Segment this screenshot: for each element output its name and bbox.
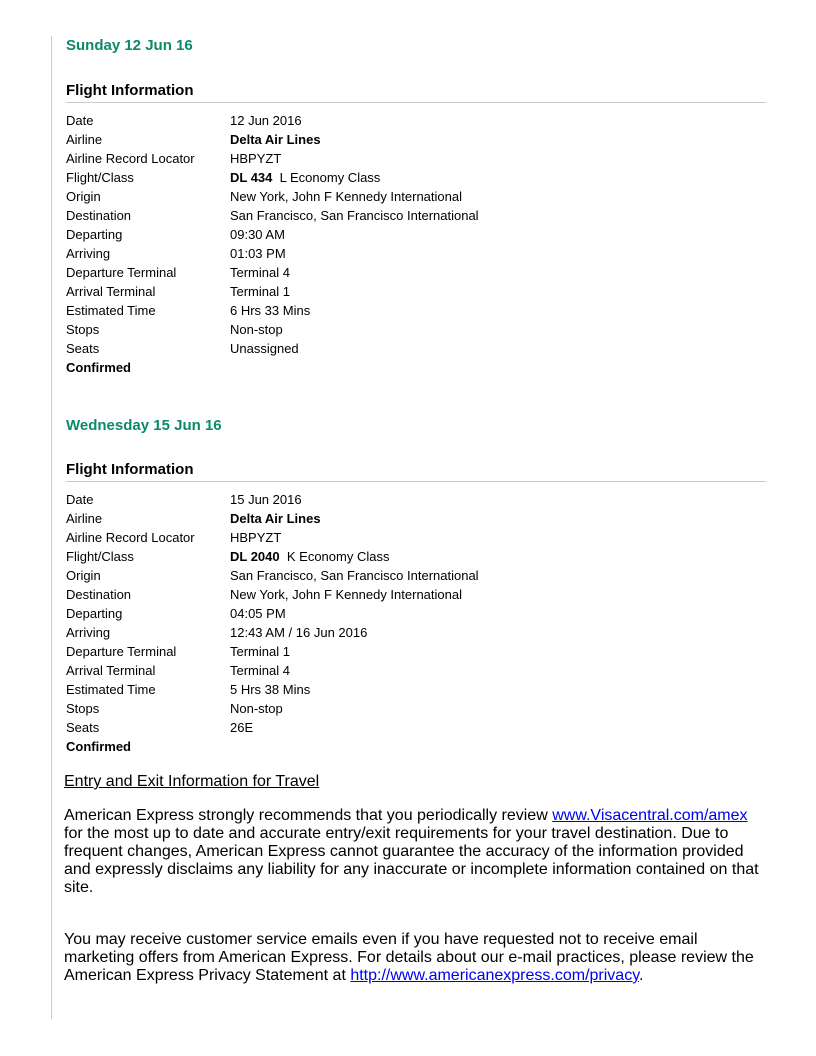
table-row [66, 585, 479, 604]
row-label: Destination [66, 587, 132, 602]
row-label: Airline [66, 511, 103, 526]
row-label: Estimated Time [66, 303, 156, 318]
row-value: Unassigned [230, 341, 299, 356]
table-row [66, 604, 479, 623]
table-row [66, 168, 479, 187]
row-value: HBPYZT [230, 530, 282, 545]
table-row [66, 642, 479, 661]
row-value: 6 Hrs 33 Mins [230, 303, 311, 318]
row-value: 09:30 AM [230, 227, 285, 242]
row-value: HBPYZT [230, 151, 282, 166]
row-label: Arriving [66, 246, 111, 261]
row-label: Destination [66, 208, 132, 223]
table-row [66, 282, 479, 301]
flight-number: DL 434 [230, 170, 273, 185]
row-value: 5 Hrs 38 Mins [230, 682, 311, 697]
table-row [66, 699, 479, 718]
row-label: Flight/Class [66, 170, 134, 185]
table-row [66, 111, 479, 130]
row-value: 12 Jun 2016 [230, 113, 302, 128]
row-value: Terminal 1 [230, 284, 290, 299]
row-label: Arrival Terminal [66, 284, 156, 299]
row-label: Departing [66, 606, 123, 621]
row-label: Flight/Class [66, 549, 134, 564]
table-row [66, 566, 479, 585]
row-label: Arrival Terminal [66, 663, 156, 678]
flight-number: DL 2040 [230, 549, 280, 564]
day-heading: Sunday 12 Jun 16 [66, 37, 193, 54]
booking-status: Confirmed [66, 360, 131, 375]
table-row [66, 301, 479, 320]
row-label: Date [66, 492, 94, 507]
row-value: Terminal 1 [230, 644, 290, 659]
entry-exit-paragraph [64, 807, 764, 897]
row-value: Terminal 4 [230, 663, 290, 678]
row-label: Arriving [66, 625, 111, 640]
row-value: 04:05 PM [230, 606, 286, 621]
flight-class-value [230, 168, 479, 187]
row-label: Airline Record Locator [66, 530, 195, 545]
flight-info-title: Flight Information [66, 81, 766, 103]
row-label: Airline [66, 132, 103, 147]
table-row [66, 149, 479, 168]
privacy-link[interactable]: http://www.americanexpress.com/privacy [350, 967, 640, 984]
entry-exit-text-start: American Express strongly recommends that you periodically review [64, 807, 553, 824]
row-label: Seats [66, 720, 100, 735]
entry-exit-text-end: for the most up to date and accurate entry/exit requirements for your travel destination. Due to frequent changes, American Express cannot guarantee the accuracy of the information provided and expressly disclaims any liability for any inaccurate or incomplete information contained on that site. [64, 825, 759, 896]
row-value: 26E [230, 720, 254, 735]
airline-name: Delta Air Lines [230, 511, 321, 526]
table-row [66, 528, 479, 547]
table-row [66, 547, 479, 566]
row-value: San Francisco, San Francisco International [230, 208, 479, 223]
table-row [66, 320, 479, 339]
day-heading: Wednesday 15 Jun 16 [66, 417, 222, 434]
entry-exit-title: Entry and Exit Information for Travel [64, 773, 320, 790]
row-value: Non-stop [230, 322, 283, 337]
visacentral-link[interactable]: www.Visacentral.com/amex [552, 807, 748, 824]
left-margin-rule [51, 36, 52, 1019]
table-row [66, 490, 479, 509]
flight-segment-2 [66, 416, 766, 756]
table-row [66, 339, 479, 358]
privacy-paragraph [64, 931, 764, 985]
flight-class-value [230, 547, 479, 566]
row-value: New York, John F Kennedy International [230, 587, 462, 602]
table-row [66, 623, 479, 642]
row-value: Non-stop [230, 701, 283, 716]
itinerary-content [66, 36, 766, 985]
booking-status: Confirmed [66, 739, 131, 754]
row-value: 12:43 AM / 16 Jun 2016 [230, 625, 368, 640]
flight-info-table [66, 490, 479, 737]
row-label: Departure Terminal [66, 265, 177, 280]
airline-name: Delta Air Lines [230, 132, 321, 147]
row-value: San Francisco, San Francisco International [230, 568, 479, 583]
flight-info-table [66, 111, 479, 358]
table-row [66, 187, 479, 206]
row-label: Date [66, 113, 94, 128]
row-label: Stops [66, 701, 100, 716]
table-row [66, 661, 479, 680]
row-value: 01:03 PM [230, 246, 286, 261]
table-row [66, 680, 479, 699]
table-row [66, 509, 479, 528]
privacy-text-start: You may receive customer service emails even if you have requested not to receive email marketing offers from American Express. For details about our e-mail practices, please review the American Express Privacy Statement at [64, 931, 754, 984]
row-value: New York, John F Kennedy International [230, 189, 462, 204]
row-label: Origin [66, 568, 101, 583]
row-label: Departing [66, 227, 123, 242]
flight-segment-1 [66, 36, 766, 377]
privacy-text-end: . [639, 967, 644, 984]
table-row [66, 130, 479, 149]
table-row [66, 244, 479, 263]
table-row [66, 718, 479, 737]
row-value: 15 Jun 2016 [230, 492, 302, 507]
row-label: Estimated Time [66, 682, 156, 697]
flight-info-title: Flight Information [66, 460, 766, 482]
row-value: Terminal 4 [230, 265, 290, 280]
table-row [66, 206, 479, 225]
row-label: Airline Record Locator [66, 151, 195, 166]
row-label: Origin [66, 189, 101, 204]
cabin-class: K Economy Class [286, 549, 390, 564]
row-label: Seats [66, 341, 100, 356]
table-row [66, 263, 479, 282]
cabin-class: L Economy Class [279, 170, 381, 185]
row-label: Stops [66, 322, 100, 337]
row-label: Departure Terminal [66, 644, 177, 659]
table-row [66, 225, 479, 244]
